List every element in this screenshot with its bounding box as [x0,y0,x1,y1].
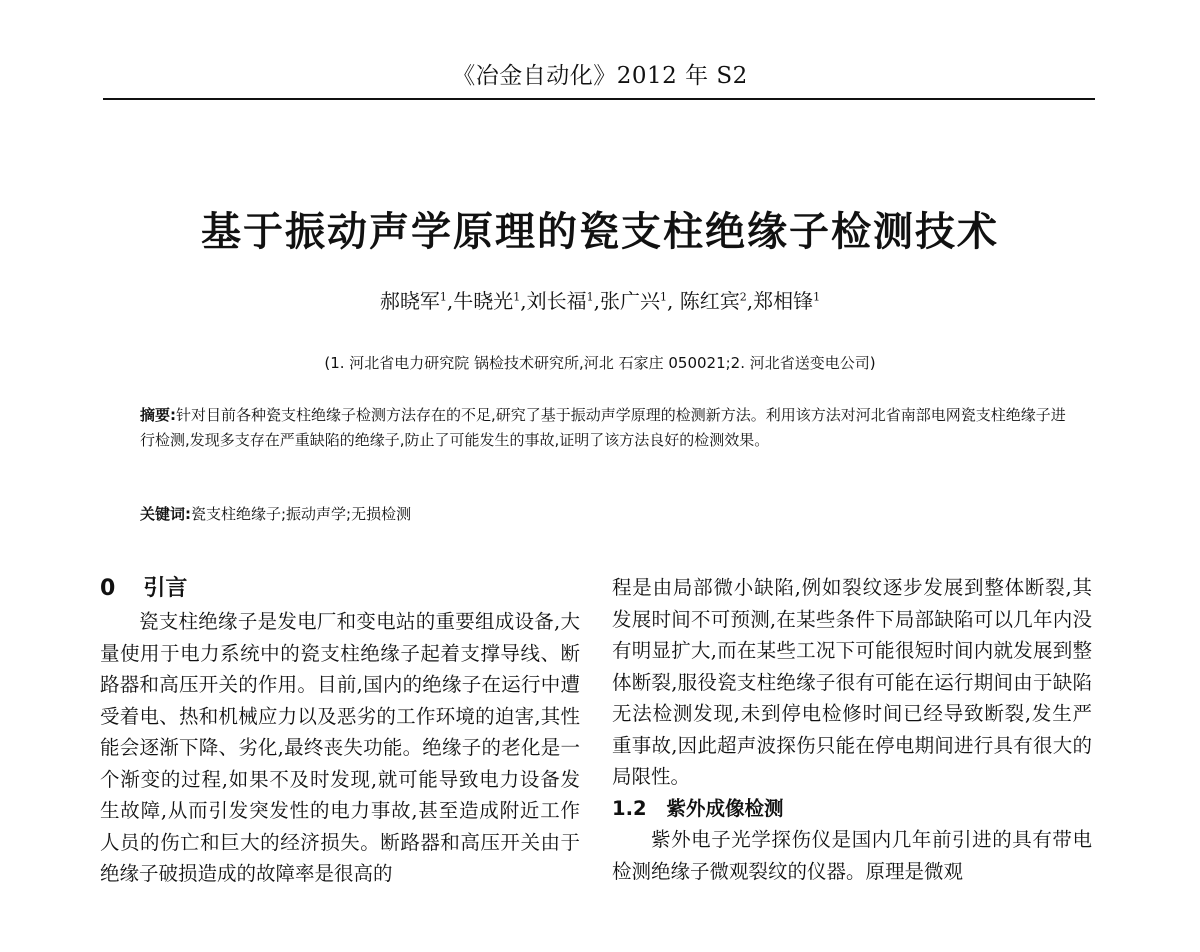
affiliation: (1. 河北省电力研究院 锅检技术研究所,河北 石家庄 050021;2. 河北省送变电公司) [324,354,876,372]
abstract [140,403,1070,453]
keywords-label: 关键词: [140,505,191,523]
running-head: 《冶金自动化》2012 年 S2 [452,63,748,89]
author-name: 郑相锋 [753,289,814,313]
body-paragraph: 瓷支柱绝缘子是发电厂和变电站的重要组成设备,大量使用于电力系统中的瓷支柱绝缘子起着支撑导线、断路器和高压开关的作用。目前,国内的绝缘子在运行中遭受着电、热和机械应力以及恶劣的工作环境的迫害,其性能会逐渐下降、劣化,最终丧失功能。绝缘子的老化是一个渐变的过程,如果不及时发现,就可能导致电力设备发生故障,从而引发突发性的电力事故,甚至造成附近工作人员的伤亡和巨大的经济损失。断路器和高压开关由于绝缘子破损造成的故障率是很高的 [100,610,580,885]
body-paragraph: 紫外电子光学探伤仪是国内几年前引进的具有带电检测绝缘子微观裂纹的仪器。原理是微观 [612,828,1092,883]
keywords-text: 瓷支柱绝缘子;振动声学;无损检测 [191,505,412,523]
header-rule [103,98,1095,100]
author-affiliation-mark: 1 [513,290,521,304]
section-title: 引言 [143,576,188,601]
author-name: 张广兴 [600,289,660,313]
section-heading [100,572,580,606]
subsection-title: 紫外成像检测 [666,796,784,820]
author-affiliation-mark: 1 [439,290,447,304]
author-affiliation-mark: 1 [586,290,594,304]
paper-title: 基于振动声学原理的瓷支柱绝缘子检测技术 [201,209,999,255]
subsection-number: 1.2 [612,796,647,820]
body-paragraph-continued: 程是由局部微小缺陷,例如裂纹逐步发展到整体断裂,其发展时间不可预测,在某些条件下局部缺陷可以几年内没有明显扩大,而在某些工况下可能很短时间内就发展到整体断裂,服役瓷支柱绝缘子很有可能在运行期间由于缺陷无法检测发现,未到停电检修时间已经导致断裂,发生严重事故,因此超声波探伤只能在停电期间进行具有很大的局限性。 [612,576,1092,788]
author-affiliation-mark: 2 [739,290,747,304]
keywords [140,503,1070,524]
left-column [100,572,580,890]
abstract-text: 针对目前各种瓷支柱绝缘子检测方法存在的不足,研究了基于振动声学原理的检测新方法。利用该方法对河北省南部电网瓷支柱绝缘子进行检测,发现多支存在严重缺陷的绝缘子,防止了可能发生的事故,证明了该方法良好的检测效果。 [140,406,1066,449]
author-name: 陈红宾 [679,289,740,313]
author-name: 郝晓军 [379,289,440,313]
author-name: 刘长福 [526,289,587,313]
author-affiliation-mark: 1 [813,290,821,304]
abstract-label: 摘要: [140,406,176,424]
author-name: 牛晓光 [453,289,514,313]
author-affiliation-mark: 1 [660,290,667,304]
section-number: 0 [100,576,116,601]
right-column [612,572,1092,887]
author-list: 郝晓军$^1$,牛晓光$^1$,刘长福$^1$,张广兴$^1$, 陈红宾$^2$,郑相锋$^1$ [379,289,821,313]
subsection-heading [612,793,1092,825]
